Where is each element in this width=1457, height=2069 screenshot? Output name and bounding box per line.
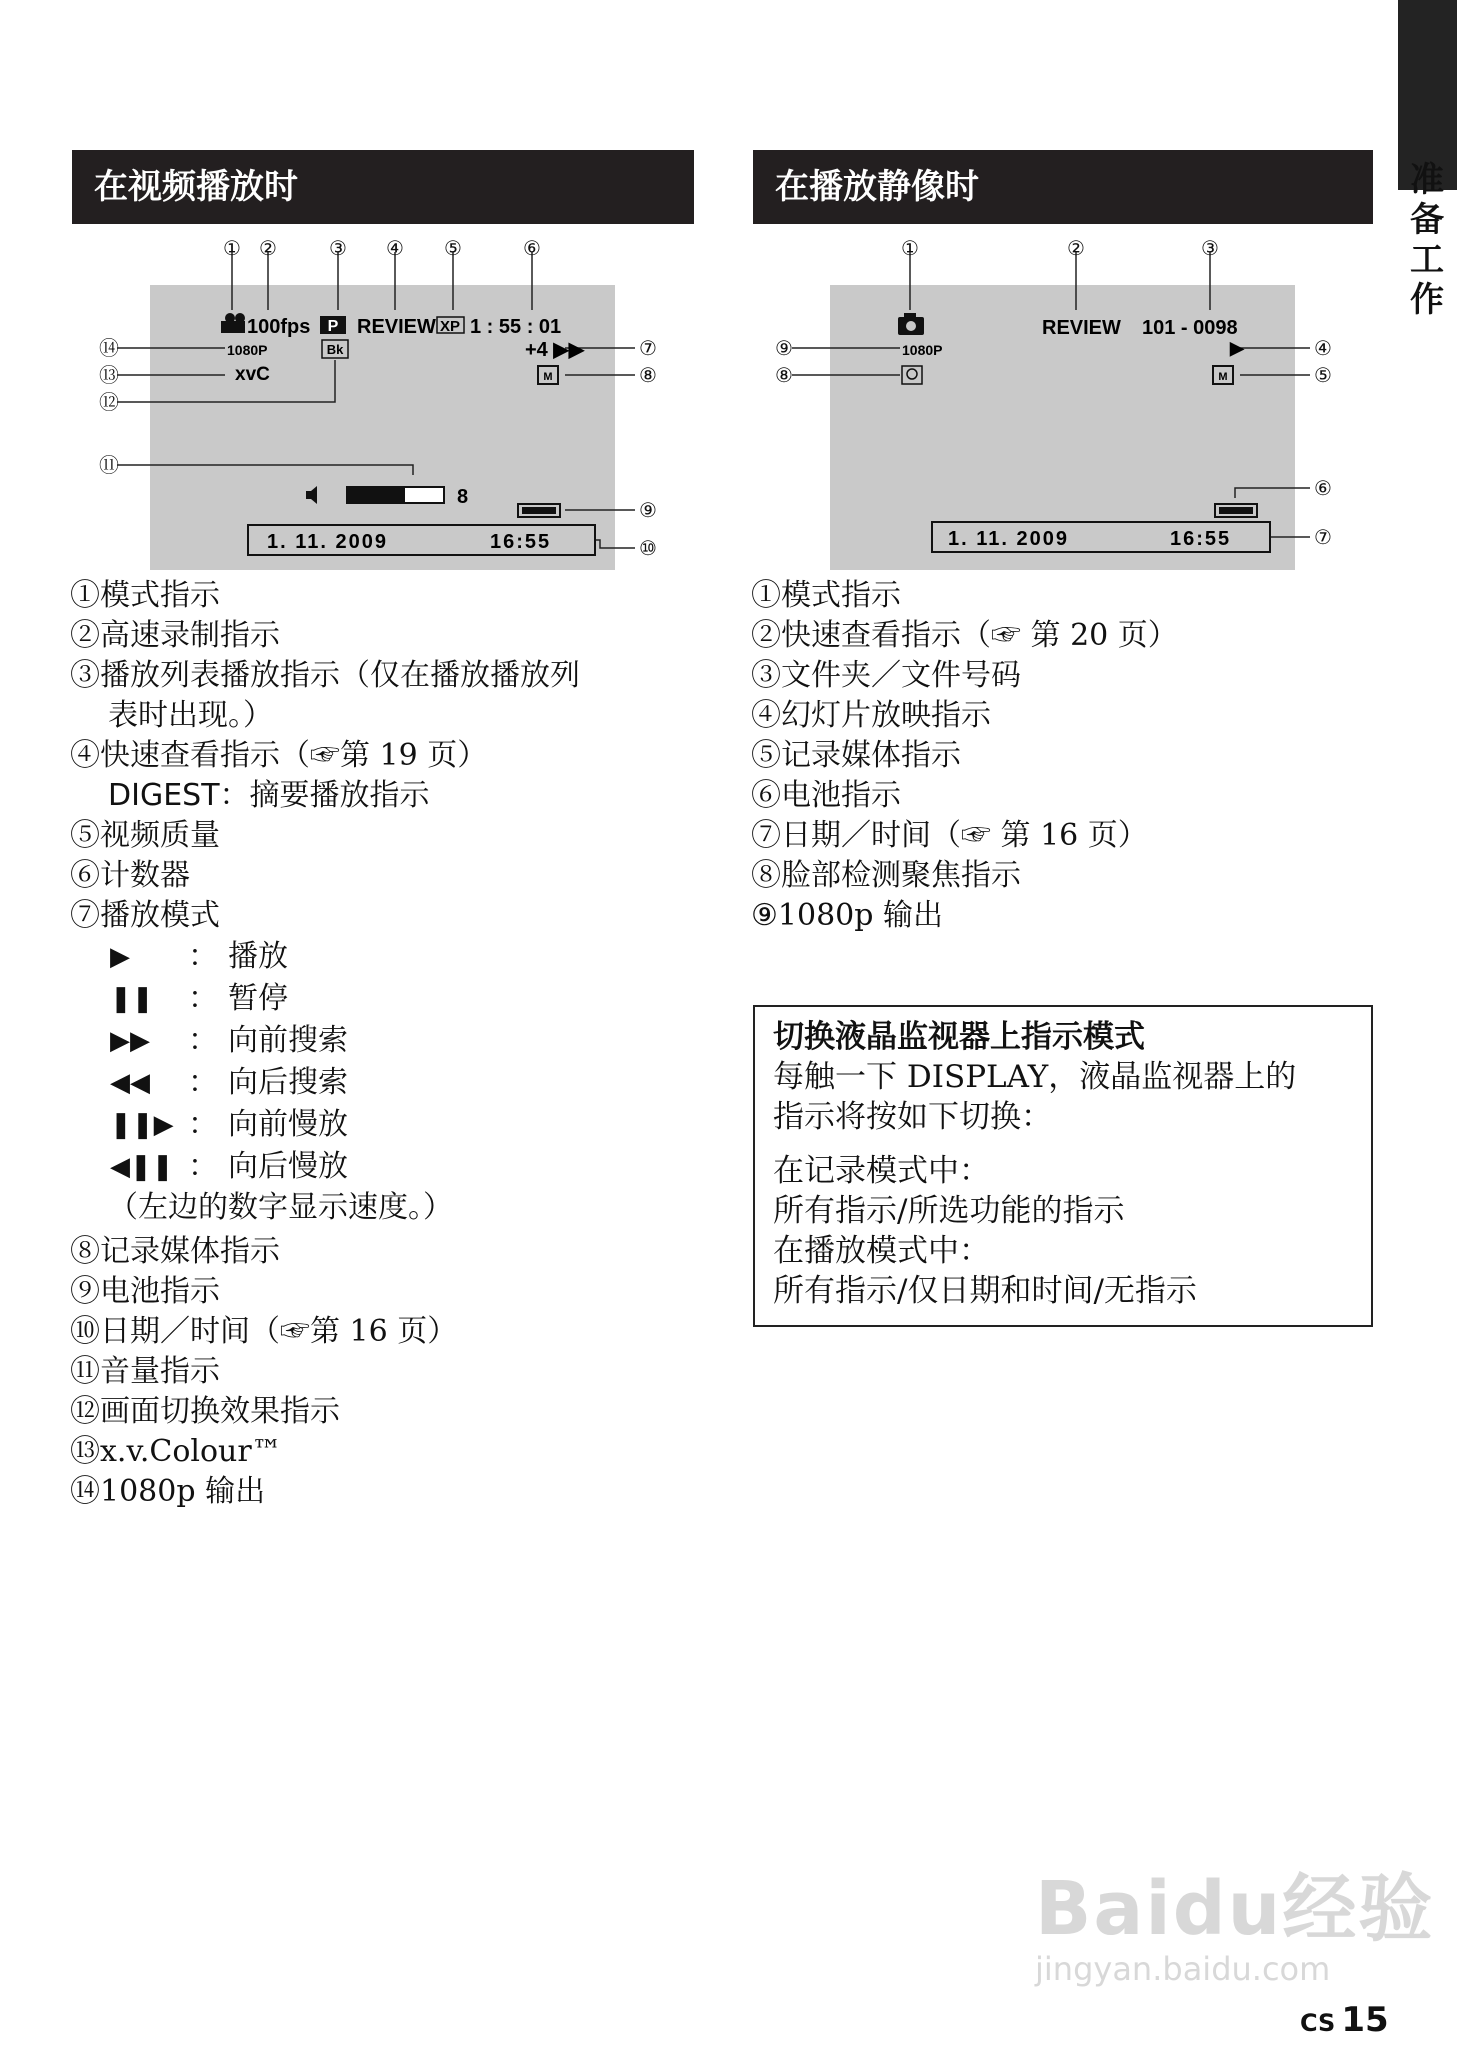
- res-indicator: 1080P: [902, 342, 943, 358]
- callout-2: ②: [1067, 238, 1085, 260]
- file-number: 101 - 0098: [1142, 317, 1238, 339]
- legend-item: ⑤视频质量: [70, 818, 220, 853]
- mode-row: ▶ ： 播放: [70, 936, 580, 978]
- volume-level: [347, 487, 405, 503]
- legend-item: ⑦播放模式: [70, 898, 220, 933]
- callout-6: ⑥: [1314, 478, 1332, 500]
- res-indicator: 1080P: [227, 342, 268, 358]
- note-line: 所有指示/仅日期和时间/无指示: [773, 1273, 1197, 1309]
- legend-item: ⑦日期／时间（☞ 第 16 页）: [751, 818, 1148, 853]
- legend-item: ③播放列表播放指示（仅在播放播放列: [70, 658, 580, 693]
- video-playback-diagram: [95, 230, 675, 575]
- callout-1: ①: [223, 238, 241, 260]
- callout-7: ⑦: [639, 338, 657, 360]
- callout-11: ⑪: [99, 455, 119, 477]
- note-line: 所有指示/所选功能的指示: [773, 1193, 1125, 1229]
- legend-item: ⑨电池指示: [70, 1274, 220, 1309]
- still-legend: [751, 576, 1178, 936]
- fps-indicator: 100fps: [247, 316, 311, 338]
- callout-8: ⑧: [639, 365, 657, 387]
- page-number: CS 15: [1300, 2000, 1389, 2040]
- legend-item: ⑭1080p 输出: [70, 1474, 266, 1509]
- counter: 1 : 55 : 01: [470, 316, 562, 338]
- callout-6: ⑥: [523, 238, 541, 260]
- playlist-badge-label: P: [327, 318, 339, 335]
- legend-item: ⑧记录媒体指示: [70, 1234, 280, 1269]
- note-line: 在记录模式中：: [773, 1153, 990, 1189]
- speed-note: （左边的数字显示速度。）: [108, 1190, 453, 1225]
- date: 1. 11. 2009: [948, 528, 1069, 550]
- note-line: 指示将按如下切换：: [773, 1099, 1052, 1135]
- time: 16:55: [490, 531, 552, 553]
- callout-2: ②: [259, 238, 277, 260]
- review-indicator: REVIEW: [1042, 317, 1121, 339]
- legend-item: ⑬x.v.Colour™: [70, 1434, 282, 1469]
- callout-9: ⑨: [639, 500, 657, 522]
- legend-item: ⑪音量指示: [70, 1354, 220, 1389]
- still-playback-diagram: [770, 230, 1350, 575]
- quality-label: XP: [439, 318, 461, 335]
- callout-4: ④: [386, 238, 404, 260]
- slow-forward-icon: ❚❚▶: [110, 1110, 174, 1140]
- fast-forward-icon: ▶▶: [110, 1026, 150, 1056]
- legend-item: ③文件夹／文件号码: [751, 658, 1021, 693]
- volume-value: 8: [457, 486, 469, 508]
- note-title: 切换液晶监视器上指示模式: [773, 1019, 1145, 1055]
- slideshow-icon: ▶: [1230, 338, 1244, 358]
- callout-14: ⑭: [99, 338, 119, 360]
- callout-10: ⑩: [639, 538, 657, 560]
- watermark: [1035, 1850, 1434, 1988]
- legend-item: ②快速查看指示（☞ 第 20 页）: [751, 618, 1178, 653]
- callout-7: ⑦: [1314, 527, 1332, 549]
- legend-item: ⑧脸部检测聚焦指示: [751, 858, 1021, 893]
- legend-item: ⑤记录媒体指示: [751, 738, 961, 773]
- mode-row: ◀◀ ： 向后搜索: [70, 1062, 580, 1104]
- legend-item: ⑨1080p 输出: [751, 898, 943, 933]
- note-line: 每触一下 DISPLAY，液晶监视器上的: [773, 1059, 1297, 1095]
- pause-icon: ❚❚: [110, 984, 154, 1014]
- legend-item: ⑥电池指示: [751, 778, 901, 813]
- legend-item: ④快速查看指示（☞第 19 页）: [70, 738, 488, 773]
- legend-item: ①模式指示: [751, 578, 901, 613]
- legend-item: DIGEST：摘要播放指示: [108, 778, 430, 813]
- play-icon: ▶: [110, 942, 130, 972]
- time: 16:55: [1170, 528, 1232, 550]
- still-playback-header: 在播放静像时: [753, 150, 1373, 224]
- note-line: 在播放模式中：: [773, 1233, 990, 1269]
- mode-row: ❚❚ ： 暂停: [70, 978, 580, 1020]
- xvcolour-indicator: xvC: [235, 364, 270, 385]
- legend-item: 表时出现。）: [108, 698, 273, 733]
- callout-1: ①: [901, 238, 919, 260]
- callout-9: ⑨: [775, 338, 793, 360]
- callout-5: ⑤: [444, 238, 462, 260]
- watermark-url: jingyan.baidu.com: [1035, 1950, 1331, 1988]
- callout-13: ⑬: [99, 365, 119, 387]
- display-mode-note: [753, 1005, 1373, 1327]
- legend-item: ④幻灯片放映指示: [751, 698, 991, 733]
- watermark-logo: Baidu经验: [1035, 1866, 1435, 1952]
- legend-item: ②高速录制指示: [70, 618, 280, 653]
- callout-4: ④: [1314, 338, 1332, 360]
- video-legend: [70, 576, 580, 1512]
- legend-item: ⑥计数器: [70, 858, 190, 893]
- slow-reverse-icon: ◀❚❚: [110, 1152, 174, 1182]
- callout-5: ⑤: [1314, 365, 1332, 387]
- callout-12: ⑫: [99, 392, 119, 414]
- legend-item: ⑩日期／时间（☞第 16 页）: [70, 1314, 458, 1349]
- rewind-icon: ◀◀: [110, 1068, 150, 1098]
- callout-3: ③: [329, 238, 347, 260]
- svg-text:M: M: [543, 371, 553, 383]
- date: 1. 11. 2009: [267, 531, 388, 553]
- callout-3: ③: [1201, 238, 1219, 260]
- playback-speed: +4 ▶▶: [525, 339, 585, 361]
- mode-row: ▶▶ ： 向前搜索: [70, 1020, 580, 1062]
- legend-item: ⑫画面切换效果指示: [70, 1394, 340, 1429]
- mode-row: ◀❚❚ ： 向后慢放: [70, 1146, 580, 1188]
- section-tab-label: 准 备 工 作: [1410, 160, 1444, 320]
- review-indicator: REVIEW: [357, 316, 436, 338]
- wipe-effect-label: Bk: [326, 342, 344, 357]
- callout-8: ⑧: [775, 365, 793, 387]
- mode-row: ❚❚▶ ： 向前慢放: [70, 1104, 580, 1146]
- svg-text:M: M: [1218, 371, 1228, 383]
- legend-item: ①模式指示: [70, 578, 220, 613]
- video-playback-header: 在视频播放时: [72, 150, 694, 224]
